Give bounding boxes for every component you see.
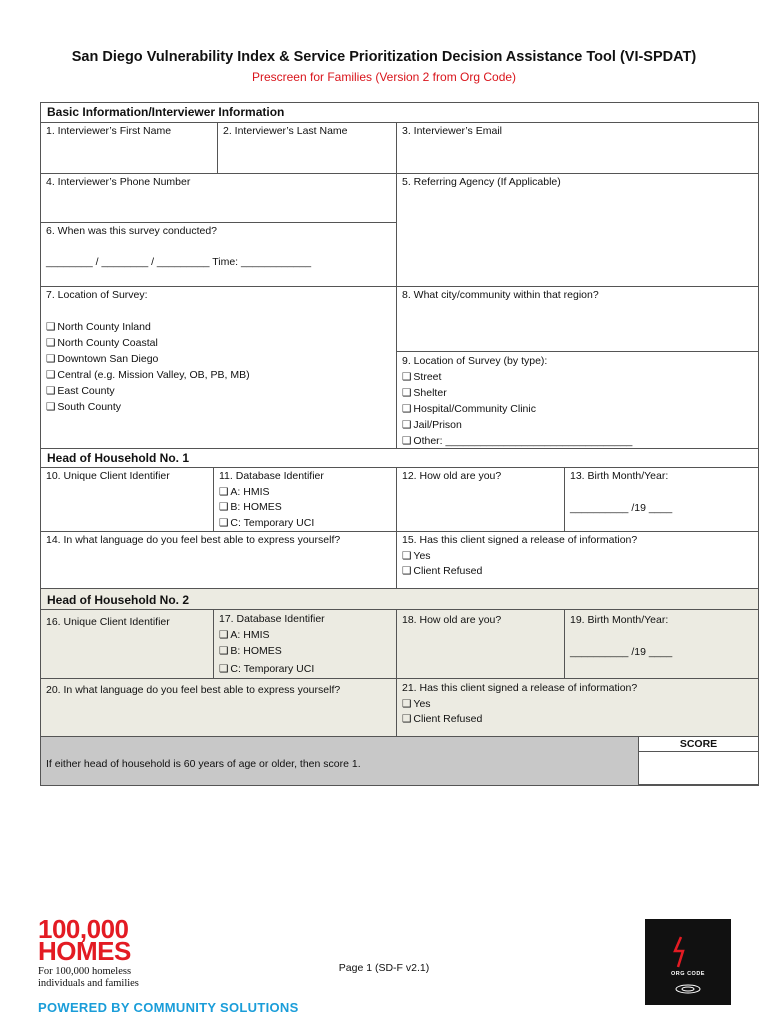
- field-language-2[interactable]: [40, 678, 397, 737]
- checkbox-icon[interactable]: ❑: [46, 352, 56, 365]
- checkbox-icon[interactable]: ❑: [402, 403, 412, 415]
- field-release-of-information-1: [396, 531, 759, 589]
- field-interviewer-first-name[interactable]: [40, 122, 218, 174]
- field-age-1[interactable]: [396, 467, 565, 532]
- field-label: 12. How old are you?: [402, 470, 502, 482]
- field-label: 14. In what language do you feel best able to express yourself?: [46, 534, 341, 546]
- field-release-of-information-2: [396, 678, 759, 737]
- field-label: 21. Has this client signed a release of information?: [402, 682, 638, 694]
- checkbox-icon[interactable]: ❑: [219, 501, 229, 513]
- option-client-refused[interactable]: ❑ Client Refused: [402, 713, 483, 725]
- checkbox-icon[interactable]: ❑: [402, 371, 412, 383]
- option-temporary-uci[interactable]: ❑ C: Temporary UCI: [219, 516, 315, 529]
- page-number: Page 1 (SD-F v2.1): [338, 962, 430, 974]
- field-label: 19. Birth Month/Year:: [570, 614, 669, 626]
- checkbox-icon[interactable]: ❑: [219, 663, 229, 675]
- option-hospital-clinic[interactable]: ❑ Hospital/Community Clinic: [402, 403, 536, 415]
- scoring-instruction: If either head of household is 60 years of age or older, then score 1.: [40, 736, 639, 786]
- checkbox-icon[interactable]: ❑: [402, 435, 412, 447]
- field-label: 20. In what language do you feel best able to express yourself?: [46, 684, 341, 696]
- option-central[interactable]: ❑ Central (e.g. Mission Valley, OB, PB, MB): [46, 368, 250, 381]
- option-yes[interactable]: ❑ Yes: [402, 697, 431, 710]
- checkbox-icon[interactable]: ❑: [46, 384, 56, 397]
- logo-powered-by: POWERED BY COMMUNITY SOLUTIONS: [38, 1000, 299, 1015]
- field-city-community[interactable]: [396, 286, 759, 352]
- field-interviewer-phone[interactable]: [40, 173, 397, 223]
- field-label: 5. Referring Agency (If Applicable): [402, 176, 561, 188]
- option-other[interactable]: ❑ Other: ________________________________: [402, 435, 633, 447]
- checkbox-icon[interactable]: ❑: [219, 516, 229, 529]
- field-label: 2. Interviewer’s Last Name: [223, 125, 348, 137]
- org-code-lightning-icon: [645, 919, 731, 1005]
- survey-date-time-line: ________ / ________ / _________ Time: ____________: [46, 255, 312, 268]
- option-homes[interactable]: ❑ B: HOMES: [219, 501, 282, 513]
- option-east-county[interactable]: ❑ East County: [46, 384, 115, 397]
- option-yes[interactable]: ❑ Yes: [402, 549, 431, 562]
- score-header: SCORE: [679, 738, 718, 750]
- section-head-of-household-2: Head of Household No. 2: [40, 588, 759, 610]
- checkbox-icon[interactable]: ❑: [46, 320, 56, 333]
- document-title: San Diego Vulnerability Index & Service Prioritization Decision Assistance Tool (VI-SPDAT): [71, 49, 697, 65]
- checkbox-icon[interactable]: ❑: [402, 419, 412, 431]
- checkbox-icon[interactable]: ❑: [402, 713, 412, 725]
- option-homes[interactable]: ❑ B: HOMES: [219, 645, 282, 657]
- checkbox-icon[interactable]: ❑: [219, 485, 229, 498]
- field-location-of-survey: [40, 286, 397, 449]
- field-location-by-type: [396, 351, 759, 449]
- checkbox-icon[interactable]: ❑: [402, 549, 412, 562]
- field-label: 7. Location of Survey:: [46, 289, 148, 301]
- field-label: 8. What city/community within that region?: [402, 289, 599, 301]
- field-label: 4. Interviewer’s Phone Number: [46, 176, 191, 188]
- field-label: 3. Interviewer’s Email: [402, 125, 502, 137]
- score-header-cell: [638, 736, 759, 752]
- field-label: 18. How old are you?: [402, 614, 502, 626]
- checkbox-icon[interactable]: ❑: [402, 697, 412, 710]
- field-interviewer-last-name[interactable]: [217, 122, 397, 174]
- logo-tagline-1: For 100,000 homeless: [38, 966, 132, 977]
- field-label: 11. Database Identifier: [219, 470, 324, 482]
- checkbox-icon[interactable]: ❑: [402, 387, 412, 399]
- option-downtown-san-diego[interactable]: ❑ Downtown San Diego: [46, 352, 159, 365]
- option-client-refused[interactable]: ❑ Client Refused: [402, 565, 483, 577]
- option-street[interactable]: ❑ Street: [402, 371, 442, 383]
- field-label: 16. Unique Client Identifier: [46, 616, 170, 628]
- field-survey-date[interactable]: [40, 222, 397, 287]
- option-temporary-uci[interactable]: ❑ C: Temporary UCI: [219, 663, 315, 675]
- option-hmis[interactable]: ❑ A: HMIS: [219, 485, 270, 498]
- option-hmis[interactable]: ❑ A: HMIS: [219, 629, 270, 641]
- checkbox-icon[interactable]: ❑: [219, 645, 229, 657]
- field-label: 10. Unique Client Identifier: [46, 470, 170, 482]
- birth-year-line: __________ /19 ____: [570, 501, 673, 514]
- logo-number: 100,000: [38, 914, 129, 944]
- survey-form: [40, 102, 759, 785]
- field-label: 15. Has this client signed a release of information?: [402, 534, 638, 546]
- field-unique-client-id-2[interactable]: [40, 609, 214, 679]
- option-north-county-inland[interactable]: ❑ North County Inland: [46, 320, 151, 333]
- field-label: 9. Location of Survey (by type):: [402, 355, 548, 367]
- checkbox-icon[interactable]: ❑: [46, 368, 56, 381]
- field-label: 1. Interviewer’s First Name: [46, 125, 172, 137]
- field-label: 13. Birth Month/Year:: [570, 470, 669, 482]
- field-interviewer-email[interactable]: [396, 122, 759, 174]
- field-database-id-1: [213, 467, 397, 532]
- birth-year-line: __________ /19 ____: [570, 645, 673, 658]
- checkbox-icon[interactable]: ❑: [219, 629, 229, 641]
- logo-tagline-2: individuals and families: [38, 978, 139, 989]
- field-language-1[interactable]: [40, 531, 397, 589]
- section-basic-information: Basic Information/Interviewer Information: [40, 102, 759, 123]
- field-unique-client-id-1[interactable]: [40, 467, 214, 532]
- checkbox-icon[interactable]: ❑: [402, 565, 412, 577]
- section-head-of-household-1: Head of Household No. 1: [40, 448, 759, 468]
- field-birth-month-year-2[interactable]: [564, 609, 759, 679]
- logo-word: HOMES: [38, 936, 131, 966]
- document-subtitle: Prescreen for Families (Version 2 from Org Code): [251, 70, 517, 84]
- field-age-2[interactable]: [396, 609, 565, 679]
- field-birth-month-year-1[interactable]: [564, 467, 759, 532]
- option-south-county[interactable]: ❑ South County: [46, 400, 122, 413]
- field-label: 17. Database Identifier: [219, 613, 325, 625]
- org-code-label: ORG CODE: [671, 971, 705, 977]
- option-jail-prison[interactable]: ❑ Jail/Prison: [402, 419, 462, 431]
- checkbox-icon[interactable]: ❑: [46, 400, 56, 413]
- field-label: 6. When was this survey conducted?: [46, 225, 218, 237]
- org-code-logo: [645, 919, 731, 1005]
- field-database-id-2: [213, 609, 397, 679]
- score-input[interactable]: [638, 751, 759, 786]
- checkbox-icon[interactable]: ❑: [46, 336, 56, 349]
- option-north-county-coastal[interactable]: ❑ North County Coastal: [46, 336, 158, 349]
- option-shelter[interactable]: ❑ Shelter: [402, 387, 447, 399]
- field-referring-agency[interactable]: [396, 173, 759, 287]
